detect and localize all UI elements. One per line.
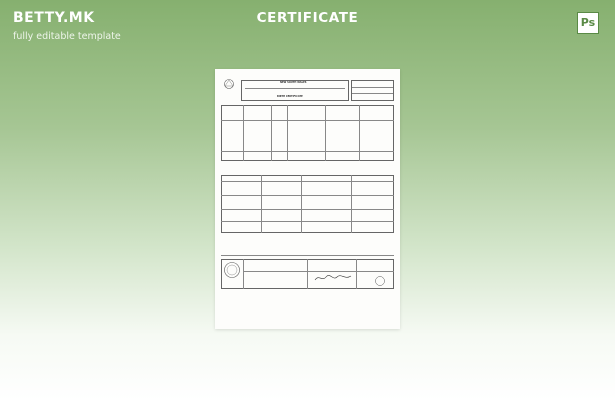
registration-box: [351, 80, 394, 101]
certificate-state: NEW SOUTH WALES: [280, 81, 307, 84]
registration-rule: [352, 87, 393, 88]
parents-section-rule: [221, 209, 394, 210]
certificate-title: BIRTH CERTIFICATE: [277, 95, 303, 98]
registrar-divider: [356, 259, 357, 289]
child-details-box: [221, 105, 394, 161]
parents-section-rule: [221, 181, 394, 182]
child-section-divider: [325, 105, 326, 161]
page-title: CERTIFICATE: [256, 10, 359, 26]
parents-section-divider: [301, 175, 302, 233]
parents-section-divider: [351, 175, 352, 233]
child-section-divider: [243, 105, 244, 161]
parents-section-rule: [221, 195, 394, 196]
certificate-preview: [215, 69, 400, 329]
child-section-divider: [271, 105, 272, 161]
registration-rule: [352, 93, 393, 94]
parents-section-rule: [221, 221, 394, 222]
child-section-rule: [221, 120, 394, 121]
stamp-circle: [374, 275, 386, 287]
certificate-form: [221, 77, 394, 321]
header-rule: [245, 88, 345, 89]
crest-emblem: [222, 78, 236, 90]
child-section-divider: [359, 105, 360, 161]
registrar-rule: [243, 271, 394, 272]
brand-tagline: fully editable template: [13, 31, 121, 42]
parents-section-divider: [261, 175, 262, 233]
photoshop-icon[interactable]: Ps: [577, 12, 599, 34]
child-section-divider: [287, 105, 288, 161]
registrar-divider: [307, 259, 308, 289]
registrar-signature: [313, 273, 353, 283]
child-section-rule: [221, 151, 394, 152]
registrar-rule: [221, 255, 394, 256]
official-seal: [223, 261, 241, 279]
brand-logo: BETTY.MK: [13, 10, 95, 26]
parents-details-box: [221, 175, 394, 233]
registrar-divider: [243, 259, 244, 289]
